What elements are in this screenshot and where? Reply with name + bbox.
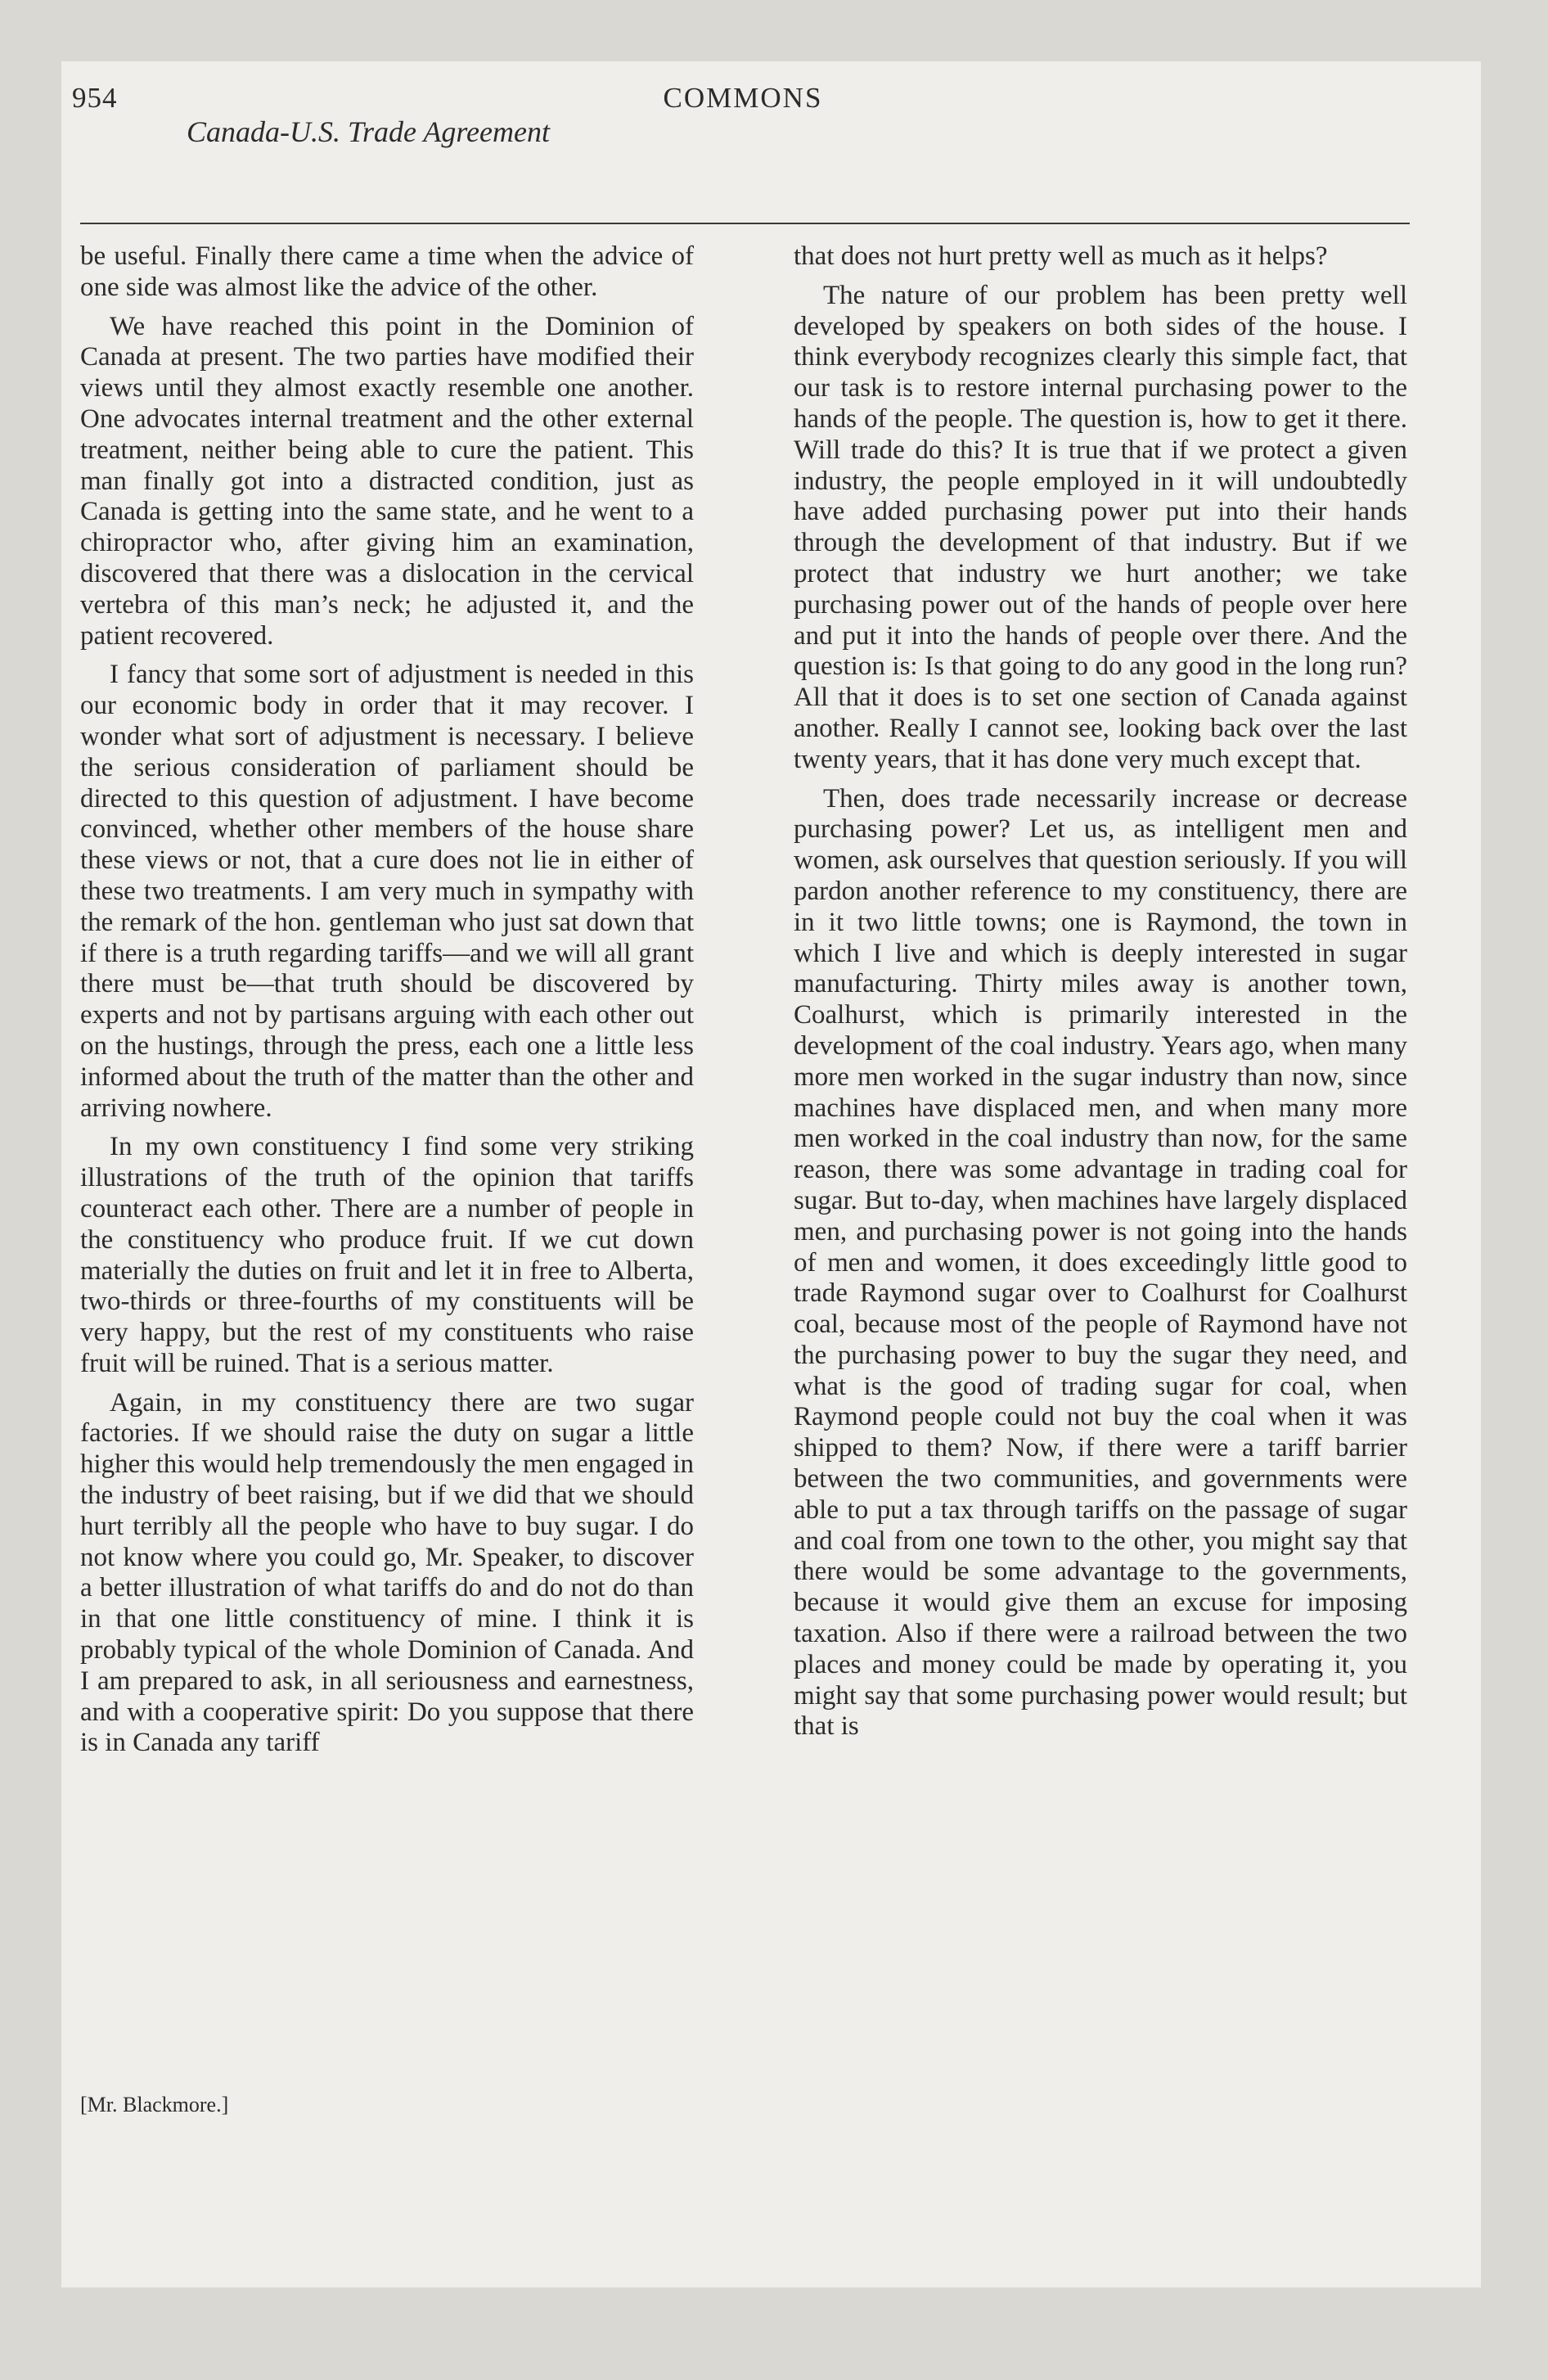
paragraph: We have reached this point in the Dominion of Canada at present. The two parties have modified their views until they almost exactly resemble one another. One advocates internal treatment and the other external treatment, neither being able to cure the patient. This man finally got into a distracted condition, just as Canada is getting into the same state, and he went to a chiropractor who, after giving him an examination, discovered that there was a dislocation in the cervical vertebra of this man’s neck; he adjusted it, and the patient recovered. [80,311,694,651]
paragraph: Again, in my constituency there are two sugar factories. If we should raise the duty on sugar a little higher this would help tremendously the men engaged in the industry of beet raising, but if we did that we should hurt terribly all the people who have to buy sugar. I do not know where you could go, Mr. Speaker, to discover a better illustration of what tariffs do and do not do than in that one little constituency of mine. I think it is probably typical of the whole Dominion of Canada. And I am prepared to ask, in all seriousness and earnestness, and with a cooperative spirit: Do you suppose that there is in Canada any tariff [80,1387,694,1758]
page-number: 954 [72,82,118,114]
right-column [794,241,1407,1751]
paragraph: In my own constituency I find some very striking illustrations of the truth of the opinion that tariffs counteract each other. There are a number of people in the constituency who produce fruit. If we cut down materially the duties on fruit and let it in free to Alberta, two-thirds or three-fourths of my constituents will be very happy, but the rest of my constituents who raise fruit will be ruined. That is a serious matter. [80,1132,694,1378]
left-column [80,241,694,1767]
paragraph: Then, does trade necessarily increase or decrease purchasing power? Let us, as intelligent men and women, ask ourselves that question seriously. If you will pardon another reference to my constituency, there are in it two little towns; one is Raymond, the town in which I live and which is deeply interested in sugar manufacturing. Thirty miles away is another town, Coalhurst, which is primarily interested in the development of the coal industry. Years ago, when many more men worked in the sugar industry than now, since machines have displaced men, and when many more men worked in the coal industry than now, for the same reason, there was some advantage in trading coal for sugar. But to-day, when machines have largely displaced men, and purchasing power is not going into the hands of men and women, it does exceedingly little good to trade Raymond sugar over to Coalhurst for Coalhurst coal, because most of the people of Raymond have not the purchasing power to buy the sugar they need, and what is the good of trading sugar for coal, when Raymond people could not buy the coal when it was shipped to them? Now, if there were a tariff barrier between the two communities, and governments were able to put a tax through tariffs on the passage of sugar and coal from one town to the other, you might say that there would be some advantage to the governments, because it would give them an excuse for imposing taxation. Also if there were a railroad between the two places and money could be made by operating it, you might say that some purchasing power would result; but that is [794,783,1407,1742]
section-title: COMMONS [663,82,823,114]
running-title: Canada-U.S. Trade Agreement [187,115,550,148]
paragraph: I fancy that some sort of adjustment is needed in this our economic body in order that it may recover. I wonder what sort of adjustment is necessary. I believe the serious consideration of parliament should be directed to this question of adjustment. I have become convinced, whether other members of the house share these views or not, that a cure does not lie in either of these two treatments. I am very much in sympathy with the remark of the hon. gentleman who just sat down that if there is a truth regarding tariffs—and we will all grant there must be—that truth should be discovered by experts and not by partisans arguing with each other out on the hustings, through the press, each one a little less informed about the truth of the matter than the other and arriving nowhere. [80,660,694,1123]
paragraph: The nature of our problem has been pretty well developed by speakers on both sides of the house. I think everybody recognizes clearly this simple fact, that our task is to restore internal purchasing power to the hands of the people. The question is, how to get it there. Will trade do this? It is true that if we protect a given industry, the people employed in it will undoubtedly have added purchasing power put into their hands through the development of that industry. But if we protect that industry we hurt another; we take purchasing power out of the hands of people over here and put it into the hands of people over there. And the question is: Is that going to do any good in the long run? All that it does is to set one section of Canada against another. Really I cannot see, looking back over the last twenty years, that it has done very much except that. [794,280,1407,774]
header-rule [80,223,1410,224]
page-header [72,82,1414,205]
paragraph: be useful. Finally there came a time when the advice of one side was almost like the advice of the other. [80,241,694,302]
speaker-attribution: [Mr. Blackmore.] [80,2093,229,2116]
paragraph: that does not hurt pretty well as much as it helps? [794,241,1328,271]
